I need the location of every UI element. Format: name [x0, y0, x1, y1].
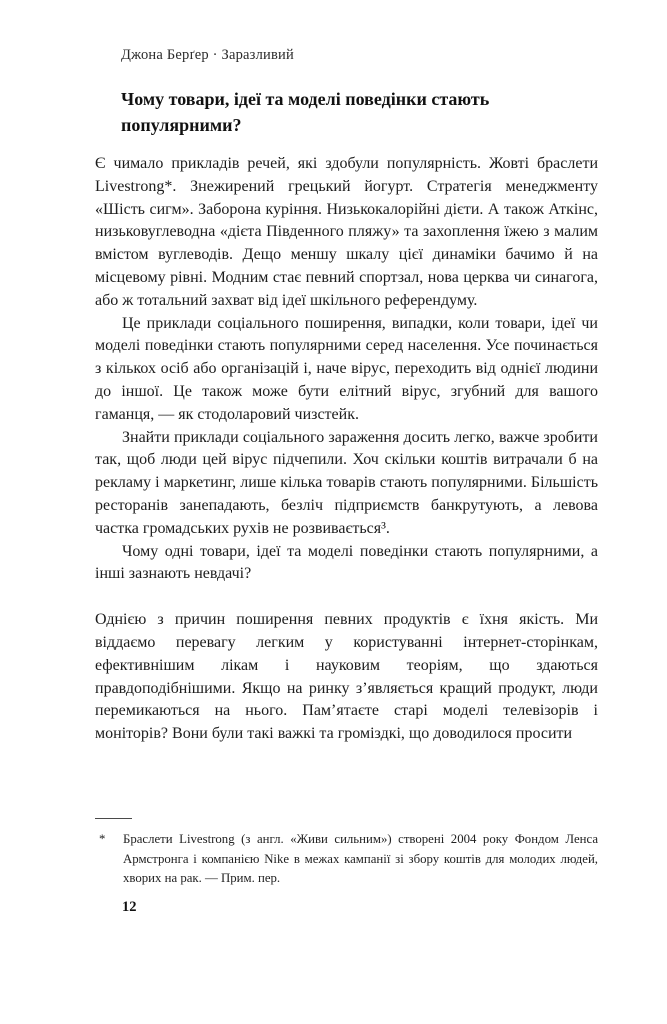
- body-text: [95, 153, 598, 746]
- footnote-area: [95, 818, 598, 889]
- footnote-divider: [95, 818, 132, 819]
- page-number: 12: [122, 899, 137, 915]
- footnote-text: Браслети Livestrong (з англ. «Живи сильним») створені 2004 року Фондом Ленса Армстронга і компанією Nike в межах кампанії зі збору коштів для молодих людей, хворих на рак. — Прим. пер.: [123, 832, 598, 885]
- paragraph-3: Знайти приклади соціального зараження досить легко, важче зробити так, щоб люди цей вірус підчепили. Хоч скільки коштів витрачали б на рекламу і маркетинг, лише кілька товарів стають популярними. Більшість ресторанів занепадають, безліч підприємств банкрутують, а левова частка громадських рухів не розвивається³.: [95, 428, 598, 537]
- chapter-heading: Чому товари, ідеї та моделі поведінки стають популярними?: [121, 89, 490, 135]
- footnote: [95, 830, 598, 889]
- footnote-marker: *: [99, 832, 106, 846]
- paragraph-2: Це приклади соціального поширення, випадки, коли товари, ідеї чи моделі поведінки стають популярними серед населення. Усе починається з кількох осіб або організацій і, наче вірус, переходить від однієї людини до іншої. Це також може бути елітний вірус, згубний для вашого гаманця, — як стодоларовий чизстейк.: [95, 314, 598, 423]
- running-header: Джона Берґер · Заразливий: [121, 47, 294, 63]
- paragraph-5: Однією з причин поширення певних продуктів є їхня якість. Ми віддаємо перевагу легким у користуванні інтернет-сторінкам, ефективнішим лікам і науковим теоріям, що здаються правдоподібнішими. Якщо на ринку з’являється кращий продукт, люди перемикаються на нього. Пам’ятаєте старі моделі телевізорів і моніторів? Вони були такі важкі та громіздкі, що доводилося просити: [95, 611, 598, 743]
- paragraph-4: Чому одні товари, ідеї та моделі поведінки стають популярними, а інші зазнають невдачі?: [95, 542, 598, 583]
- paragraph-1: Є чимало прикладів речей, які здобули популярність. Жовті браслети Livestrong*. Знежирений грецький йогурт. Стратегія менеджменту «Шість сигм». Заборона куріння. Низькокалорійні дієти. А також Аткінс, низьковуглеводна «дієта Південного пляжу» та захоплення їжею з малим вмістом вуглеводів. Дещо меншу шкалу цієї динаміки бачимо й на місцевому рівні. Модним стає певний спортзал, нова церква чи синагога, або ж тотальний захват від ідеї шкільного референдуму.: [95, 155, 598, 309]
